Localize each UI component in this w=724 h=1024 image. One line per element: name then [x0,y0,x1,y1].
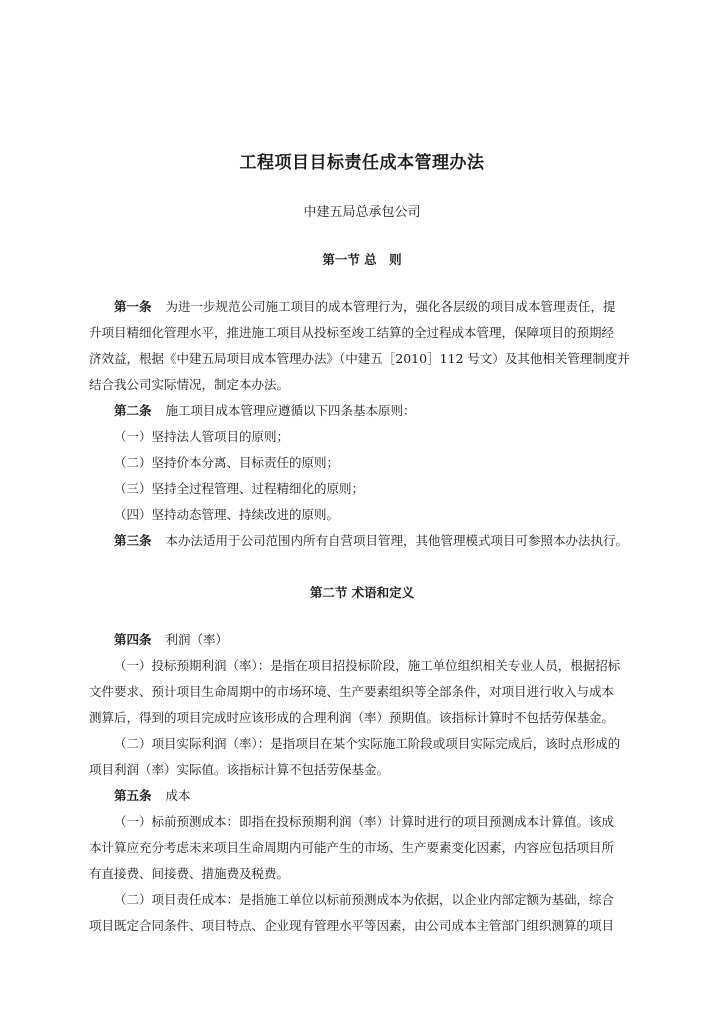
article-text: 本办法适用于公司范围内所有自营项目管理，其他管理模式项目可参照本办法执行。 [165,533,629,548]
article-label: 第三条 [114,533,152,548]
article-4-line [89,627,639,653]
article-5 [89,783,639,939]
article-text: 施工项目成本管理应遵循以下四条基本原则： [165,403,416,418]
section-heading-general: 第一节 总 则 [322,252,402,267]
article-5-line: （一）标前预测成本：即指在投标预期利润（率）计算时进行的项目预测成本计算值。该成 [114,814,615,829]
article-4-line: （一）投标预期利润（率）：是指在项目招投标阶段，施工单位组织相关专业人员，根据招标 [114,658,621,673]
article-text: 成本 [165,788,191,803]
article-text: 为进一步规范公司施工项目的成本管理行为，强化各层级的项目成本管理责任，提 [165,299,616,314]
principle-item: （四）坚持动态管理、持续改进的原则。 [114,507,340,522]
principle-item: （三）坚持全过程管理、过程精细化的原则； [114,481,365,496]
article-4-line: 测算后，得到的项目完成时应该形成的合理利润（率）预期值。该指标计算时不包括劳保基金。 [89,710,615,725]
article-1-line: 济效益，根据《中建五局项目成本管理办法》（中建五［2010］112 号文）及其他相关管理制度并 [89,351,630,366]
document-title: 工程项目目标责任成本管理办法 [239,153,485,173]
article-text: 利润（率） [165,632,229,647]
section-heading-definitions: 第二节 术语和定义 [309,585,415,600]
article-5-line: 有直接费、间接费、措施费及税费。 [89,866,290,881]
article-label: 第四条 [114,632,152,647]
article-5-line: 项目既定合同条件、项目特点、企业现有管理水平等因素，由公司成本主管部门组织测算的项目 [89,918,615,933]
issuing-company: 中建五局总承包公司 [303,205,421,220]
principle-item: （一）坚持法人管项目的原则； [114,429,290,444]
article-5-line [89,783,639,809]
article-4-line: 项目利润（率）实际值。该指标计算不包括劳保基金。 [89,762,390,777]
article-2 [89,398,639,528]
article-label: 第二条 [114,403,152,418]
article-4-line: 文件要求、预计项目生命周期中的市场环境、生产要素组织等全部条件，对项目进行收入与成本 [89,684,615,699]
article-2-line [89,398,639,424]
article-1-line: 升项目精细化管理水平，推进施工项目从投标至竣工结算的全过程成本管理，保障项目的预期经 [89,325,615,340]
article-label: 第五条 [114,788,152,803]
article-5-line: （二）项目责任成本：是指施工单位以标前预测成本为依据，以企业内部定额为基础，综合 [114,892,615,907]
article-4 [89,627,639,783]
article-3-line [89,528,639,554]
article-1 [89,294,639,398]
article-1-line [89,294,639,320]
article-label: 第一条 [114,299,152,314]
article-1-line: 结合我公司实际情况，制定本办法。 [89,377,290,392]
article-5-line: 本计算应充分考虑未来项目生命周期内可能产生的市场、生产要素变化因素，内容应包括项目所 [89,840,615,855]
principle-item: （二）坚持价本分离、目标责任的原则； [114,455,340,470]
article-3 [89,528,639,554]
article-4-line: （二）项目实际利润（率）：是指项目在某个实际施工阶段或项目实际完成后，该时点形成的 [114,736,621,751]
